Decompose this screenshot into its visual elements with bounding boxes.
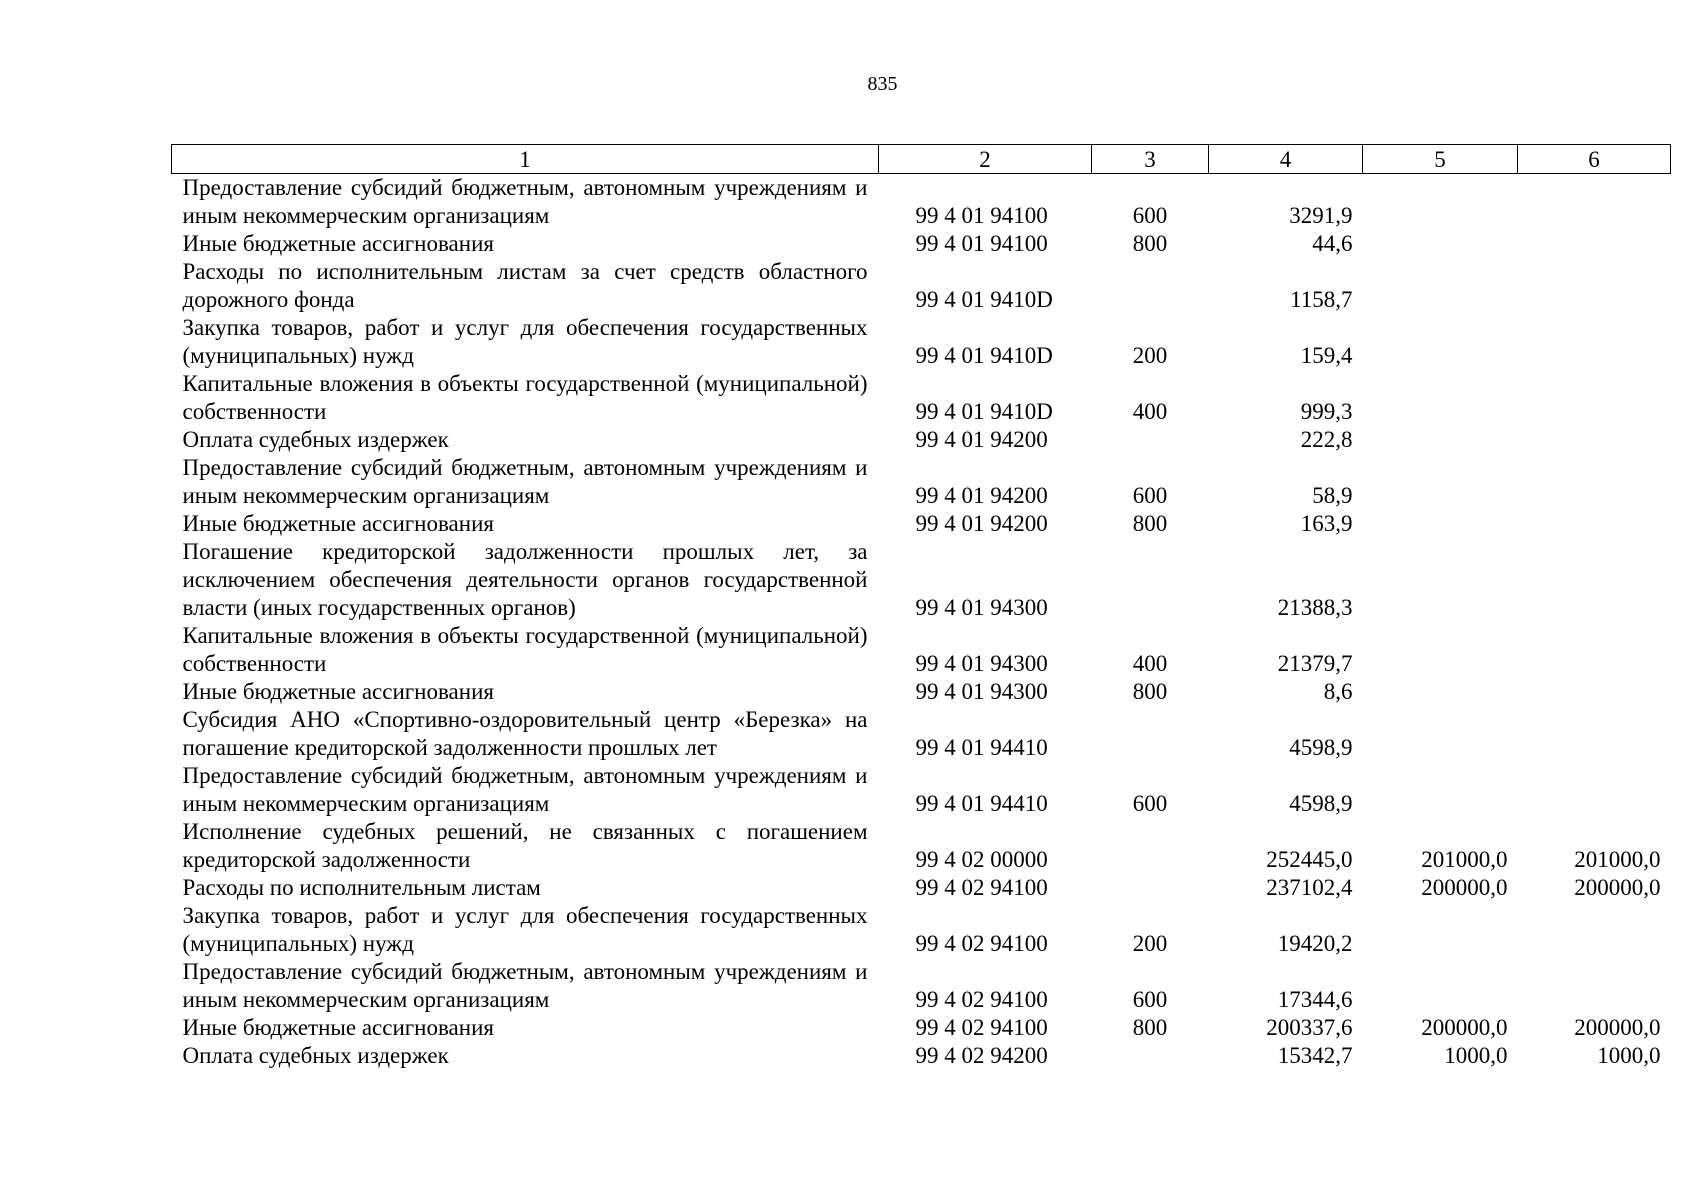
row-code: 99 4 01 9410D <box>915 287 1053 312</box>
table-row <box>172 762 1671 818</box>
table-row <box>172 510 1671 538</box>
row-amount-col6 <box>1518 678 1671 706</box>
row-name: Предоставление субсидий бюджетным, автономным учреждениям и иным некоммерческим организациям <box>182 959 868 1012</box>
row-code: 99 4 02 94100 <box>915 931 1048 956</box>
row-amount-col6 <box>1518 370 1671 426</box>
row-expense-type: 800 <box>1132 231 1168 256</box>
row-amount-col5 <box>1363 510 1518 538</box>
table-row <box>172 678 1671 706</box>
row-name: Исполнение судебных решений, не связанных с погашением кредиторской задолженности <box>182 819 868 872</box>
row-amount-col4: 19420,2 <box>1277 931 1353 956</box>
row-name: Закупка товаров, работ и услуг для обеспечения государственных (муниципальных) нужд <box>182 903 868 956</box>
row-name: Предоставление субсидий бюджетным, автономным учреждениям и иным некоммерческим организациям <box>182 763 868 816</box>
row-code: 99 4 02 94100 <box>915 987 1048 1012</box>
row-amount-col5 <box>1363 678 1518 706</box>
row-amount-col4: 21379,7 <box>1277 651 1353 676</box>
row-amount-col6 <box>1518 258 1671 314</box>
row-name: Оплата судебных издержек <box>182 427 449 452</box>
table-row <box>172 454 1671 510</box>
row-amount-col5: 201000,0 <box>1421 847 1508 872</box>
row-amount-col6 <box>1518 958 1671 1014</box>
row-amount-col6: 1000,0 <box>1597 1043 1661 1068</box>
row-amount-col5 <box>1363 426 1518 454</box>
row-code: 99 4 01 94100 <box>915 231 1048 256</box>
row-amount-col5: 200000,0 <box>1421 1015 1508 1040</box>
row-amount-col4: 999,3 <box>1300 399 1353 424</box>
row-amount-col5 <box>1363 958 1518 1014</box>
row-amount-col6 <box>1518 538 1671 622</box>
row-amount-col6 <box>1518 314 1671 370</box>
row-amount-col6: 200000,0 <box>1574 875 1661 900</box>
row-expense-type <box>1092 538 1209 622</box>
row-amount-col4: 58,9 <box>1312 483 1353 508</box>
row-amount-col4: 163,9 <box>1300 511 1353 536</box>
table-header-row <box>172 145 1671 174</box>
budget-table <box>171 144 1671 1070</box>
row-name: Иные бюджетные ассигнования <box>182 511 494 536</box>
row-amount-col4: 1158,7 <box>1290 287 1353 312</box>
row-amount-col6 <box>1518 706 1671 762</box>
row-code: 99 4 02 00000 <box>915 847 1048 872</box>
row-name: Субсидия АНО «Спортивно-оздоровительный центр «Березка» на погашение кредиторской задолженности прошлых лет <box>182 707 868 760</box>
row-amount-col6: 201000,0 <box>1574 847 1661 872</box>
row-expense-type: 200 <box>1132 343 1168 368</box>
row-amount-col4: 44,6 <box>1312 231 1353 256</box>
row-amount-col6 <box>1518 902 1671 958</box>
row-code: 99 4 01 9410D <box>915 343 1053 368</box>
table-row <box>172 874 1671 902</box>
row-amount-col5 <box>1363 706 1518 762</box>
row-amount-col4: 222,8 <box>1300 427 1353 452</box>
row-name: Иные бюджетные ассигнования <box>182 1015 494 1040</box>
row-amount-col4: 8,6 <box>1323 679 1353 704</box>
row-amount-col5 <box>1363 370 1518 426</box>
row-amount-col5 <box>1363 902 1518 958</box>
row-amount-col4: 17344,6 <box>1277 987 1353 1012</box>
row-expense-type: 600 <box>1132 203 1168 228</box>
row-amount-col4: 200337,6 <box>1266 1015 1353 1040</box>
row-expense-type <box>1092 1042 1209 1070</box>
row-name: Предоставление субсидий бюджетным, автономным учреждениям и иным некоммерческим организациям <box>182 455 868 508</box>
column-header-5: 5 <box>1363 145 1518 174</box>
row-code: 99 4 02 94200 <box>915 1043 1048 1068</box>
table-row <box>172 622 1671 678</box>
row-amount-col6 <box>1518 622 1671 678</box>
row-name: Погашение кредиторской задолженности прошлых лет, за исключением обеспечения деятельности органов государственной власти (иных государственных органов) <box>182 539 868 620</box>
row-amount-col4: 252445,0 <box>1266 847 1353 872</box>
page-number: 835 <box>867 73 898 95</box>
row-amount-col5 <box>1363 538 1518 622</box>
row-expense-type: 400 <box>1132 651 1168 676</box>
row-amount-col4: 159,4 <box>1300 343 1353 368</box>
row-amount-col5 <box>1363 258 1518 314</box>
row-name: Иные бюджетные ассигнования <box>182 679 494 704</box>
table-row <box>172 230 1671 258</box>
row-code: 99 4 01 94410 <box>915 791 1048 816</box>
row-expense-type <box>1092 818 1209 874</box>
row-expense-type: 800 <box>1132 679 1168 704</box>
row-amount-col6 <box>1518 426 1671 454</box>
row-expense-type <box>1092 426 1209 454</box>
row-expense-type: 800 <box>1132 1015 1168 1040</box>
row-amount-col4: 4598,9 <box>1289 791 1353 816</box>
row-amount-col5 <box>1363 314 1518 370</box>
table-row <box>172 902 1671 958</box>
row-expense-type: 600 <box>1132 987 1168 1012</box>
row-name: Капитальные вложения в объекты государственной (муниципальной) собственности <box>182 371 868 424</box>
row-amount-col5 <box>1363 762 1518 818</box>
row-code: 99 4 01 94200 <box>915 427 1048 452</box>
row-code: 99 4 01 94200 <box>915 511 1048 536</box>
row-name: Иные бюджетные ассигнования <box>182 231 494 256</box>
row-amount-col6 <box>1518 762 1671 818</box>
table-row <box>172 706 1671 762</box>
row-amount-col5: 200000,0 <box>1421 875 1508 900</box>
row-expense-type <box>1092 874 1209 902</box>
row-amount-col6 <box>1518 454 1671 510</box>
column-header-2: 2 <box>879 145 1092 174</box>
row-amount-col4: 237102,4 <box>1266 875 1353 900</box>
table-row <box>172 538 1671 622</box>
row-amount-col5 <box>1363 454 1518 510</box>
row-code: 99 4 01 9410D <box>915 399 1053 424</box>
row-name: Предоставление субсидий бюджетным, автономным учреждениям и иным некоммерческим организациям <box>182 175 868 228</box>
column-header-3: 3 <box>1092 145 1209 174</box>
table-body <box>172 174 1671 1071</box>
row-amount-col5 <box>1363 230 1518 258</box>
row-code: 99 4 01 94300 <box>915 651 1048 676</box>
row-code: 99 4 01 94200 <box>915 483 1048 508</box>
row-code: 99 4 02 94100 <box>915 875 1048 900</box>
row-expense-type: 200 <box>1132 931 1168 956</box>
row-amount-col4: 4598,9 <box>1289 735 1353 760</box>
row-code: 99 4 01 94300 <box>915 595 1048 620</box>
table-row <box>172 426 1671 454</box>
column-header-6: 6 <box>1518 145 1671 174</box>
table-row <box>172 1014 1671 1042</box>
row-code: 99 4 01 94410 <box>915 735 1048 760</box>
table-row <box>172 174 1671 231</box>
row-code: 99 4 01 94100 <box>915 203 1048 228</box>
row-amount-col6: 200000,0 <box>1574 1015 1661 1040</box>
row-expense-type: 400 <box>1132 399 1168 424</box>
row-amount-col5: 1000,0 <box>1444 1043 1508 1068</box>
row-amount-col4: 15342,7 <box>1277 1043 1353 1068</box>
table-row <box>172 958 1671 1014</box>
row-amount-col6 <box>1518 510 1671 538</box>
row-name: Закупка товаров, работ и услуг для обеспечения государственных (муниципальных) нужд <box>182 315 868 368</box>
row-expense-type <box>1092 706 1209 762</box>
row-name: Расходы по исполнительным листам за счет средств областного дорожного фонда <box>182 259 868 312</box>
row-name: Расходы по исполнительным листам <box>182 875 541 900</box>
row-expense-type: 600 <box>1132 791 1168 816</box>
table-row <box>172 818 1671 874</box>
column-header-1: 1 <box>172 145 879 174</box>
table-row <box>172 1042 1671 1070</box>
row-amount-col6 <box>1518 174 1671 231</box>
row-expense-type <box>1092 258 1209 314</box>
row-code: 99 4 01 94300 <box>915 679 1048 704</box>
row-name: Оплата судебных издержек <box>182 1043 449 1068</box>
row-name: Капитальные вложения в объекты государственной (муниципальной) собственности <box>182 623 868 676</box>
row-amount-col4: 3291,9 <box>1289 203 1353 228</box>
row-expense-type: 800 <box>1132 511 1168 536</box>
table-row <box>172 370 1671 426</box>
row-amount-col6 <box>1518 230 1671 258</box>
row-expense-type: 600 <box>1132 483 1168 508</box>
row-amount-col5 <box>1363 174 1518 231</box>
row-code: 99 4 02 94100 <box>915 1015 1048 1040</box>
row-amount-col4: 21388,3 <box>1277 595 1353 620</box>
table-row <box>172 258 1671 314</box>
row-amount-col5 <box>1363 622 1518 678</box>
column-header-4: 4 <box>1209 145 1363 174</box>
table-row <box>172 314 1671 370</box>
